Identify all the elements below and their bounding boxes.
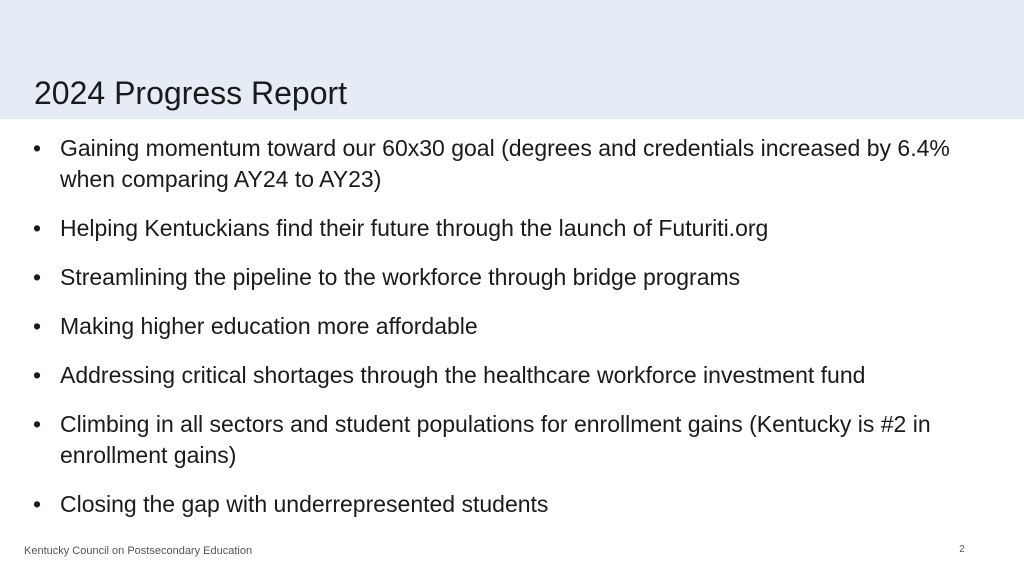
bullet-text: Closing the gap with underrepresented students [60,491,549,517]
bullet-text: Gaining momentum toward our 60x30 goal (degrees and credentials increased by 6.4% when comparing AY24 to AY23) [60,135,950,192]
bullet-icon: • [32,215,42,241]
bullet-text: Streamlining the pipeline to the workforce through bridge programs [60,264,741,290]
bullet-icon: • [32,313,42,339]
bullet-text: Helping Kentuckians find their future through the launch of Futuriti.org [60,215,769,241]
bullet-icon: • [32,362,42,388]
bullet-item-futuriti [28,213,988,244]
bullet-list [28,133,988,538]
bullet-item-enrollment [28,409,988,471]
bullet-item-healthcare [28,360,988,391]
bullet-icon: • [32,135,42,161]
page-number: 2 [959,544,965,555]
footer-organization: Kentucky Council on Postsecondary Education [24,545,253,557]
bullet-item-momentum [28,133,988,195]
bullet-text: Addressing critical shortages through the healthcare workforce investment fund [60,362,866,388]
bullet-text: Climbing in all sectors and student populations for enrollment gains (Kentucky is #2 in enrollment gains) [60,411,931,468]
bullet-icon: • [32,411,42,437]
bullet-item-pipeline [28,262,988,293]
bullet-item-gap [28,489,988,520]
bullet-icon: • [32,264,42,290]
bullet-item-affordable [28,311,988,342]
bullet-text: Making higher education more affordable [60,313,478,339]
bullet-icon: • [32,491,42,517]
slide-title: 2024 Progress Report [34,75,348,111]
